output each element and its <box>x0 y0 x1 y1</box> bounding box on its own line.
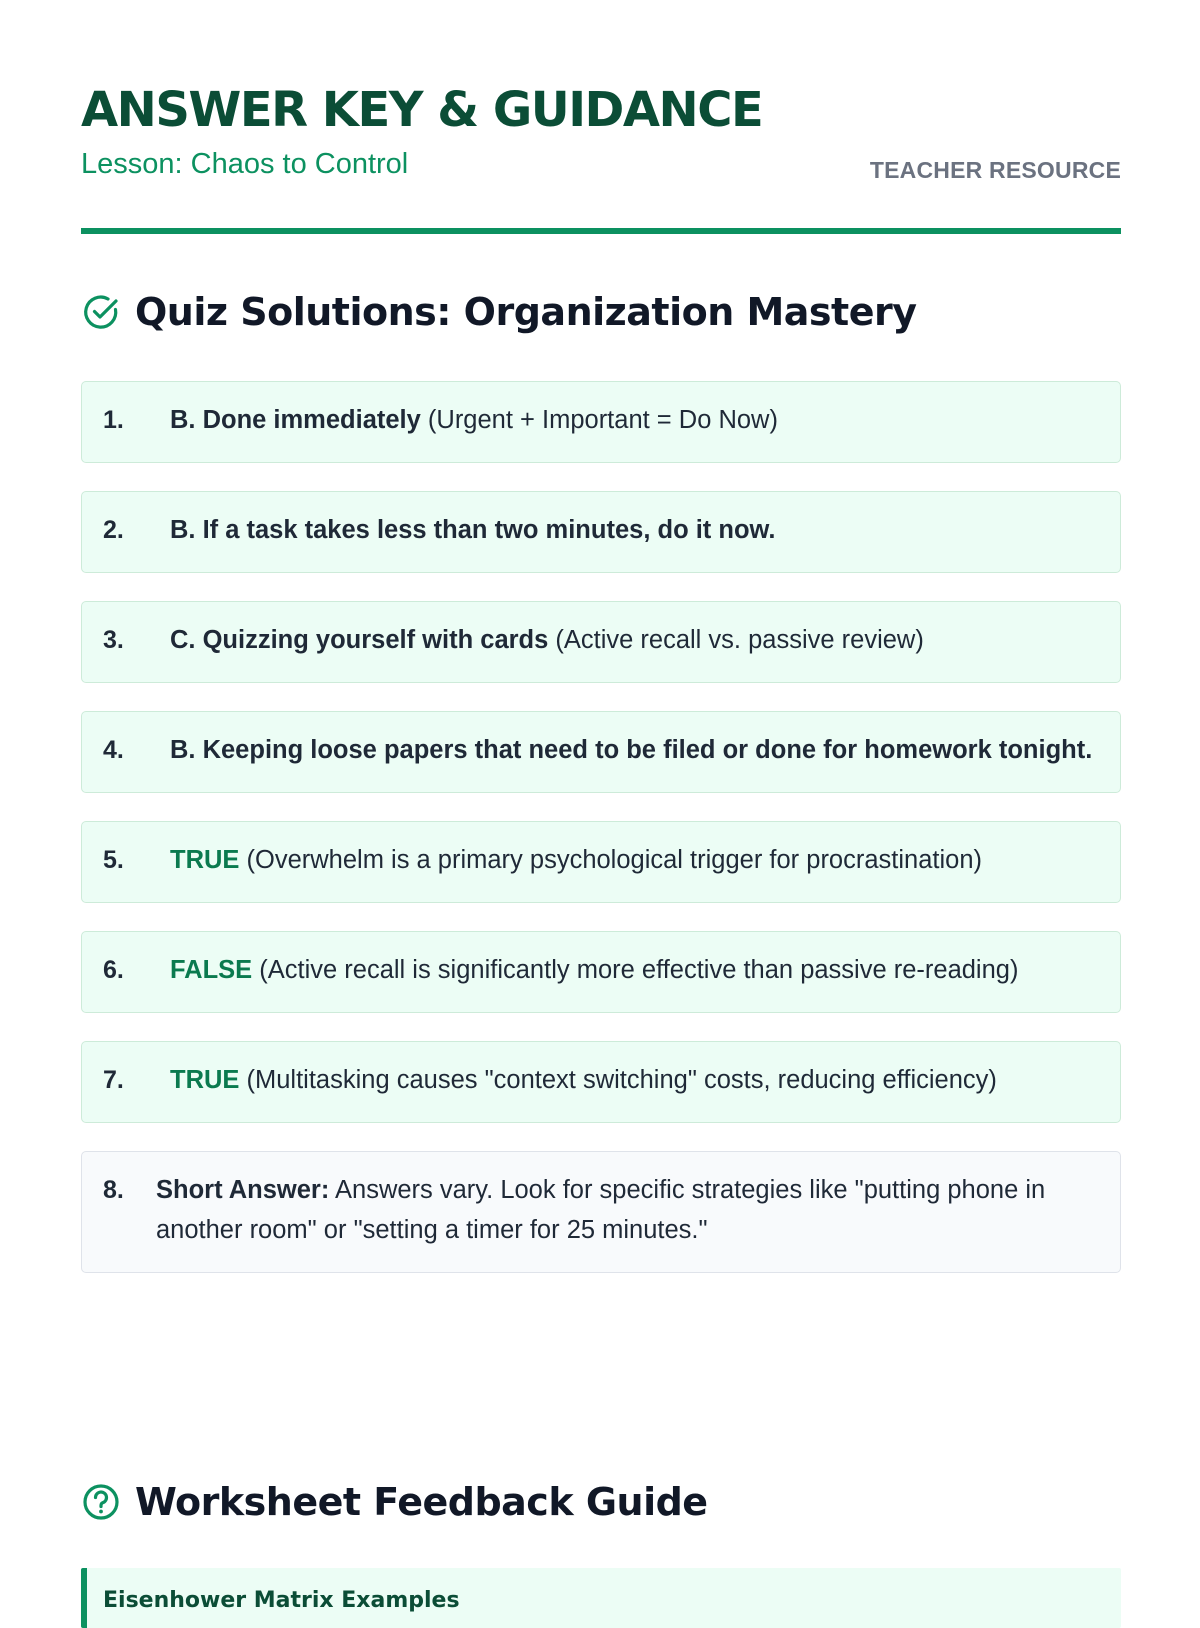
answer-text <box>170 950 1018 990</box>
answer-text <box>170 510 776 550</box>
answer-explanation: (Active recall vs. passive review) <box>548 626 924 654</box>
answer-choice: B. If a task takes less than two minutes, do it now. <box>170 516 776 544</box>
lesson-subtitle: Lesson: Chaos to Control <box>81 148 409 180</box>
answer-number: 7. <box>103 1066 124 1094</box>
quiz-section-heading <box>81 290 917 334</box>
answer-card-6 <box>81 931 1121 1013</box>
feedback-section-title: Worksheet Feedback Guide <box>135 1480 708 1524</box>
answer-verdict: TRUE <box>170 1066 240 1094</box>
answer-number: 8. <box>103 1176 124 1204</box>
feedback-card-title: Eisenhower Matrix Examples <box>103 1588 460 1613</box>
answer-card-7 <box>81 1041 1121 1123</box>
answer-text <box>170 840 982 880</box>
eisenhower-feedback-card <box>81 1568 1121 1628</box>
answer-card-1 <box>81 381 1121 463</box>
quiz-section-title: Quiz Solutions: Organization Mastery <box>135 290 917 334</box>
answer-explanation: Answers vary. Look for specific strategies like "putting phone in another room" or "setting a timer for 25 minutes." <box>156 1176 1046 1244</box>
answer-number: 1. <box>103 406 124 434</box>
answer-card-8 <box>81 1151 1121 1273</box>
answer-explanation: (Overwhelm is a primary psychological trigger for procrastination) <box>239 846 983 874</box>
answer-choice: B. Done immediately <box>170 406 421 434</box>
answer-card-3 <box>81 601 1121 683</box>
answer-number: 3. <box>103 626 124 654</box>
answer-explanation: (Active recall is significantly more effective than passive re-reading) <box>252 956 1019 984</box>
question-circle-icon <box>81 1482 121 1522</box>
answer-choice: C. Quizzing yourself with cards <box>170 626 549 654</box>
answer-text <box>170 620 924 660</box>
answer-list <box>81 381 1121 1301</box>
answer-number: 5. <box>103 846 124 874</box>
resource-tag: TEACHER RESOURCE <box>869 157 1121 183</box>
answer-text <box>170 730 1092 770</box>
answer-choice: Short Answer: <box>156 1176 330 1204</box>
answer-key-page <box>81 0 1121 1613</box>
answer-choice: B. Keeping loose papers that need to be filed or done for homework tonight. <box>170 736 1093 764</box>
answer-number: 4. <box>103 736 124 764</box>
answer-text <box>170 400 778 440</box>
answer-card-4 <box>81 711 1121 793</box>
answer-verdict: FALSE <box>170 956 253 984</box>
check-circle-icon <box>81 292 121 332</box>
page-header <box>81 0 1121 234</box>
page-title: ANSWER KEY & GUIDANCE <box>81 82 763 138</box>
answer-number: 2. <box>103 516 124 544</box>
answer-verdict: TRUE <box>170 846 240 874</box>
answer-card-2 <box>81 491 1121 573</box>
answer-number: 6. <box>103 956 124 984</box>
answer-explanation: (Multitasking causes "context switching" costs, reducing efficiency) <box>239 1066 997 1094</box>
answer-text <box>170 1060 997 1100</box>
answer-card-5 <box>81 821 1121 903</box>
answer-explanation: (Urgent + Important = Do Now) <box>420 406 778 434</box>
answer-text <box>156 1170 1100 1250</box>
feedback-section-heading <box>81 1480 708 1524</box>
